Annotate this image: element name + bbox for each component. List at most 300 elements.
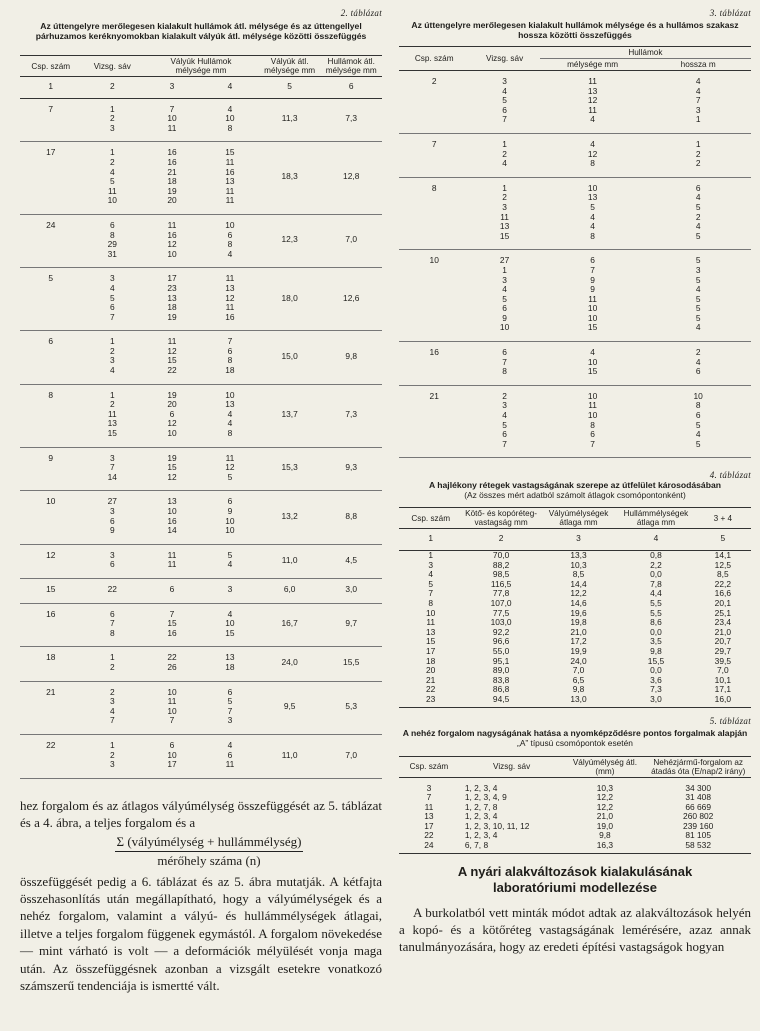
t4-cell: 14,4 <box>570 578 587 589</box>
t3-header-row-1 <box>399 47 751 59</box>
t3-depth-line: 8 <box>590 230 595 241</box>
t5-cell: 260 802 <box>683 811 714 822</box>
t4-cell: 21,0 <box>570 626 587 637</box>
t2-hullam-line: 11 <box>225 156 235 167</box>
table-5 <box>399 756 751 854</box>
t3-sav-line: 3 <box>502 201 507 212</box>
t2-hullam-line: 8 <box>227 122 233 133</box>
t4-header <box>399 508 751 529</box>
t3-length-line: 1 <box>695 138 701 149</box>
t2-avg-valyu: 6,0 <box>259 578 321 603</box>
t2-valyu <box>143 681 201 734</box>
t5-cell: 34 300 <box>685 782 711 793</box>
t3-group-row <box>399 177 751 250</box>
t2-hullam-line: 4 <box>227 418 233 429</box>
t5-row <box>399 841 751 853</box>
t4-cell: 5,5 <box>650 607 662 618</box>
t3-sav-line: 6 <box>502 347 507 358</box>
t3-depth-line: 11 <box>588 293 597 304</box>
t4-cell: 39,5 <box>714 655 731 666</box>
t4-cell: 15,5 <box>647 655 665 666</box>
t3-sav-line: 13 <box>499 221 510 232</box>
formula <box>20 834 382 869</box>
t4-cell: 55,0 <box>492 645 510 656</box>
t3-sav-line: 5 <box>502 419 507 430</box>
t4-cell: 7,0 <box>572 665 585 676</box>
t4-cell: 19,9 <box>570 645 587 656</box>
t2-colnum-row <box>20 77 382 99</box>
t2-avg-valyu: 24,0 <box>259 647 321 681</box>
t3-length-line: 4 <box>695 76 701 86</box>
t4-cell: 7,3 <box>650 684 662 695</box>
t3-depth-line: 13 <box>587 85 598 96</box>
t2-avg-hullam: 5,3 <box>320 681 382 734</box>
t3-length-line: 5 <box>695 274 701 285</box>
t4-header-thickness: Kötő- és kopóréteg-vastagság mm <box>462 508 539 529</box>
t2-group-row <box>20 268 382 331</box>
t2-avg-hullam: 7,0 <box>320 214 382 267</box>
t5-cell: 3 <box>426 782 432 793</box>
t2-hullam-line: 5 <box>227 471 233 482</box>
t2-hullam-line: 12 <box>225 462 235 473</box>
t3-depth-line: 11 <box>588 400 597 411</box>
t2-avg-valyu: 16,7 <box>259 603 321 647</box>
t4-cell: 19,8 <box>570 617 587 628</box>
t2-sav-line: 29 <box>107 239 117 250</box>
t3-length-line: 6 <box>695 410 701 421</box>
t2-hullam <box>201 447 259 491</box>
t2-hullam <box>201 647 259 681</box>
t2-colnum: 4 <box>201 77 259 99</box>
t2-avg-hullam: 7,0 <box>320 734 382 778</box>
t4-cell: 7,8 <box>650 578 662 589</box>
t2-sav-line: 1 <box>109 336 115 347</box>
t2-hullam-line: 10 <box>225 113 235 124</box>
t2-csp: 9 <box>20 447 82 491</box>
t2-valyu <box>143 268 201 331</box>
t3-length-line: 4 <box>695 429 701 440</box>
t2-sav <box>82 331 144 384</box>
t5-cell: 81 105 <box>685 830 711 841</box>
t2-sav <box>82 544 144 578</box>
t2-sav <box>82 603 144 647</box>
t3-header-length: hossza m <box>680 60 716 69</box>
t4-cell: 70,0 <box>492 550 510 560</box>
t2-sav <box>82 681 144 734</box>
t4-cell: 8 <box>428 597 434 608</box>
t4-cell: 12,5 <box>714 559 731 570</box>
t3-sav-line: 5 <box>502 95 507 106</box>
t2-valyu-line: 16 <box>167 627 177 638</box>
t3-length-line: 6 <box>695 182 701 193</box>
t4-cell: 24,0 <box>570 655 587 666</box>
t2-avg-hullam: 12,8 <box>320 142 382 215</box>
t2-sav-line: 5 <box>109 176 115 187</box>
t4-cell: 0,0 <box>650 569 662 580</box>
t2-group-row <box>20 214 382 267</box>
t3-length <box>645 385 751 458</box>
paragraph-1: hez forgalom és az átlagos vályúmélység összefüggését az 5. táblázat és a 4. ábra, a teljes forgalom és a <box>20 797 382 831</box>
t4-header-sum: 3 + 4 <box>695 508 751 529</box>
t2-avg-hullam: 9,7 <box>320 603 382 647</box>
t2-valyu-line: 23 <box>167 282 177 293</box>
t3-depth-line: 4 <box>590 347 595 358</box>
t3-depth-line: 11 <box>588 104 597 115</box>
t3-depth-line: 10 <box>587 410 598 421</box>
t2-sav-line: 22 <box>107 583 117 594</box>
t2-csp: 7 <box>20 98 82 142</box>
t2-sav <box>82 214 144 267</box>
t2-valyu-line: 11 <box>167 696 177 707</box>
t3-sav-line: 6 <box>502 303 507 314</box>
t3-csp: 10 <box>399 250 469 342</box>
t4-cell: 92,2 <box>492 626 510 637</box>
t2-group-row <box>20 544 382 578</box>
t2-sav-line: 10 <box>107 195 117 206</box>
t3-csp: 8 <box>399 177 469 250</box>
t2-valyu-line: 20 <box>167 195 177 206</box>
t3-length-line: 5 <box>695 303 701 314</box>
t2-hullam-line: 10 <box>225 219 235 230</box>
t2-sav-line: 4 <box>109 365 115 376</box>
t3-length-line: 5 <box>695 255 701 266</box>
t3-sav-line: 1 <box>502 264 507 275</box>
t2-csp: 15 <box>20 578 82 603</box>
t2-sav-line: 14 <box>107 471 117 482</box>
t2-csp: 12 <box>20 544 82 578</box>
t2-valyu <box>143 578 201 603</box>
t4-cell: 7 <box>428 588 434 599</box>
t2-hullam-line: 8 <box>227 239 233 250</box>
t3-depth <box>540 71 646 134</box>
t2-header-avg-valyu: Vályúk átl. mélysége mm <box>259 56 321 77</box>
t5-header-csp: Csp. szám <box>399 756 459 777</box>
t2-hullam-line: 10 <box>225 389 235 400</box>
t3-length-line: 3 <box>695 104 701 115</box>
t2-sav-line: 4 <box>109 282 115 293</box>
t2-hullam-line: 11 <box>225 759 235 770</box>
t3-depth-line: 8 <box>590 419 595 430</box>
t2-hullam-line: 8 <box>227 355 233 366</box>
t3-group-row <box>399 385 751 458</box>
t4-cell: 5,5 <box>650 597 662 608</box>
t2-valyu-line: 13 <box>167 496 177 507</box>
t2-csp: 16 <box>20 603 82 647</box>
t5-cell: 9,8 <box>599 830 611 841</box>
t4-cell: 103,0 <box>490 617 512 628</box>
t2-valyu-line: 16 <box>167 147 177 158</box>
t2-sav-line: 9 <box>109 525 115 536</box>
t2-sav-line: 1 <box>109 389 115 400</box>
t2-valyu-line: 21 <box>167 166 177 177</box>
t4-colnum: 2 <box>462 529 539 551</box>
t4-cell: 6,5 <box>572 674 585 685</box>
t2-group-row <box>20 98 382 142</box>
table-2-header <box>20 56 382 77</box>
t3-length-line: 5 <box>695 438 701 449</box>
t3-length <box>645 250 751 342</box>
t3-length-line: 5 <box>695 201 701 212</box>
left-column <box>20 0 382 994</box>
t2-group-row <box>20 491 382 544</box>
t2-sav-line: 7 <box>109 715 115 726</box>
t2-avg-valyu: 18,0 <box>259 268 321 331</box>
t3-depth <box>540 177 646 250</box>
t2-valyu-line: 15 <box>167 618 177 629</box>
t2-csp: 17 <box>20 142 82 215</box>
t4-cell: 77,8 <box>492 588 510 599</box>
t2-hullam-line: 5 <box>227 696 233 707</box>
table-4-subtitle: (Az összes mért adatból számolt átlagok csomópontonként) <box>464 490 686 501</box>
t2-hullam <box>201 681 259 734</box>
t4-cell: 10,3 <box>570 559 587 570</box>
t5-cell: 6, 7, 8 <box>459 841 565 853</box>
t2-sav-line: 4 <box>109 166 115 177</box>
t2-valyu <box>143 544 201 578</box>
t2-sav <box>82 734 144 778</box>
t2-csp: 24 <box>20 214 82 267</box>
table-5-title: A nehéz forgalom nagyságának hatása a nyomképződésre pontos forgalmak alapján <box>402 727 748 738</box>
t3-sav-line: 27 <box>499 255 510 266</box>
t3-sav <box>469 250 539 342</box>
t2-valyu-line: 19 <box>167 185 177 196</box>
t3-length <box>645 177 751 250</box>
t3-length <box>645 133 751 177</box>
t3-sav-line: 15 <box>499 230 510 241</box>
t4-cell: 4 <box>428 569 434 580</box>
t5-cell: 21,0 <box>596 811 614 822</box>
t4-cell: 21,0 <box>714 626 731 637</box>
t2-hullam-line: 13 <box>225 399 235 410</box>
t5-header-sav: Vizsg. sáv <box>459 756 565 777</box>
t4-colnum-row <box>399 529 751 551</box>
t2-hullam-line: 12 <box>225 292 235 303</box>
t3-group-row <box>399 133 751 177</box>
t2-hullam-line: 11 <box>225 452 235 463</box>
t2-valyu-line: 19 <box>167 452 177 463</box>
t3-depth-line: 10 <box>587 356 598 367</box>
t2-colnum: 5 <box>259 77 321 99</box>
t2-valyu-line: 6 <box>169 739 175 750</box>
t5-cell: 1, 2, 3, 4, 9 <box>464 792 507 803</box>
t2-hullam-line: 6 <box>227 496 233 507</box>
t4-cell: 88,2 <box>492 559 510 570</box>
t3-length-line: 5 <box>695 230 701 241</box>
t4-cell: 7,0 <box>717 665 729 676</box>
t2-group-row <box>20 647 382 681</box>
t5-cell: 31 408 <box>685 792 711 803</box>
t2-hullam <box>201 214 259 267</box>
t2-sav-line: 2 <box>109 661 115 672</box>
t3-depth-line: 10 <box>587 312 598 323</box>
t2-sav-line: 3 <box>109 506 115 516</box>
t4-cell: 16,0 <box>695 695 751 707</box>
t4-cell: 0,8 <box>650 550 662 560</box>
t2-valyu <box>143 384 201 447</box>
t3-sav-line: 2 <box>502 148 507 159</box>
t3-sav <box>469 342 539 386</box>
t2-valyu-line: 22 <box>167 365 177 376</box>
t3-sav-line: 4 <box>502 85 507 96</box>
t3-depth-line: 9 <box>590 284 595 295</box>
t4-cell: 17,2 <box>570 636 587 647</box>
t2-valyu-line: 22 <box>167 652 177 663</box>
t3-sav-line: 9 <box>502 312 507 323</box>
t2-valyu-line: 18 <box>167 176 177 187</box>
t5-cell: 12,2 <box>596 792 614 803</box>
t2-sav-line: 6 <box>109 219 115 230</box>
t3-csp: 7 <box>399 133 469 177</box>
t2-avg-hullam: 7,3 <box>320 384 382 447</box>
t3-depth-line: 5 <box>590 201 595 212</box>
t3-sav-line: 7 <box>502 438 507 449</box>
t2-avg-hullam: 7,3 <box>320 98 382 142</box>
t5-cell: 11 <box>424 801 434 812</box>
t2-csp: 8 <box>20 384 82 447</box>
t4-cell: 107,0 <box>490 597 512 608</box>
t3-depth-line: 12 <box>587 95 598 106</box>
t3-header-csp: Csp. szám <box>399 47 469 71</box>
t2-hullam-line: 9 <box>227 506 233 516</box>
t5-cell: 66 669 <box>685 801 711 812</box>
t2-valyu <box>143 98 201 142</box>
t2-csp: 21 <box>20 681 82 734</box>
t2-valyu-line: 13 <box>167 292 177 303</box>
t2-colnum: 6 <box>320 77 382 99</box>
t4-cell: 5 <box>428 578 434 589</box>
t2-sav-line: 2 <box>109 749 115 760</box>
t2-sav-line: 6 <box>109 302 115 313</box>
t3-depth-line: 10 <box>587 303 598 314</box>
t2-valyu-line: 7 <box>169 608 175 619</box>
t2-csp: 18 <box>20 647 82 681</box>
t2-avg-hullam: 4,5 <box>320 544 382 578</box>
t2-valyu <box>143 447 201 491</box>
t4-cell: 8,5 <box>572 569 585 580</box>
t2-hullam <box>201 734 259 778</box>
t2-hullam-line: 11 <box>225 195 235 206</box>
t4-cell: 20,7 <box>714 636 731 647</box>
t3-length-line: 4 <box>695 192 701 203</box>
table-2 <box>20 55 382 779</box>
t2-valyu-line: 7 <box>169 715 175 726</box>
t2-valyu <box>143 647 201 681</box>
t5-cell: 13 <box>424 811 434 822</box>
t3-csp: 21 <box>399 385 469 458</box>
t2-group-row <box>20 603 382 647</box>
t2-hullam-line: 5 <box>227 549 233 560</box>
t3-depth-line: 7 <box>590 438 595 449</box>
t2-hullam-line: 10 <box>225 525 235 536</box>
t3-sav <box>469 385 539 458</box>
t3-header-group: Hullámok <box>540 47 751 59</box>
t2-valyu-line: 17 <box>167 759 177 770</box>
t4-cell: 17,1 <box>714 684 731 695</box>
t3-length <box>645 342 751 386</box>
t4-cell: 116,5 <box>490 578 512 589</box>
t2-avg-valyu: 15,0 <box>259 331 321 384</box>
t2-avg-valyu: 13,2 <box>259 491 321 544</box>
t2-group-row <box>20 384 382 447</box>
t5-cell: 1, 2, 7, 8 <box>464 801 498 812</box>
t3-depth-line: 10 <box>587 390 598 401</box>
t5-header-traffic: Nehézjármű-forgalom az átadás óta (E/nap/2 irány) <box>645 756 751 777</box>
t2-sav <box>82 142 144 215</box>
t5-cell: 7 <box>426 792 432 803</box>
t2-valyu-line: 12 <box>167 418 177 429</box>
t3-length-line: 4 <box>695 85 701 96</box>
t2-avg-hullam: 9,3 <box>320 447 382 491</box>
t2-sav-line: 1 <box>109 739 115 750</box>
t2-valyu-line: 12 <box>167 345 177 356</box>
t3-depth-line: 4 <box>590 211 595 222</box>
t4-cell: 8,5 <box>717 569 729 580</box>
t2-hullam <box>201 384 259 447</box>
t2-hullam <box>201 331 259 384</box>
t2-header-avg-hullam: Hullámok átl. mélysége mm <box>320 56 382 77</box>
left-body-text <box>20 797 382 995</box>
right-column <box>399 0 751 956</box>
t2-hullam-line: 3 <box>227 715 233 726</box>
t5-cell: 10,3 <box>596 782 614 793</box>
t2-hullam-line: 13 <box>225 176 235 187</box>
t3-sav <box>469 133 539 177</box>
t2-sav <box>82 578 144 603</box>
t3-sav-line: 5 <box>502 293 507 304</box>
section-heading <box>399 864 751 896</box>
t2-avg-valyu: 13,7 <box>259 384 321 447</box>
t3-depth <box>540 342 646 386</box>
t5-cell: 239 160 <box>683 820 714 831</box>
t4-cell: 22,2 <box>714 578 731 589</box>
t3-length-line: 5 <box>695 419 701 430</box>
t4-cell: 86,8 <box>492 684 510 695</box>
t3-length-line: 1 <box>695 114 701 125</box>
t2-sav-line: 27 <box>107 496 117 507</box>
t2-hullam-line: 8 <box>227 428 233 439</box>
t3-sav-line: 6 <box>502 104 507 115</box>
t2-avg-hullam: 3,0 <box>320 578 382 603</box>
t2-sav-line: 3 <box>109 696 115 707</box>
section-heading-line-2: laboratóriumi modellezése <box>493 879 657 895</box>
t4-cell: 94,5 <box>462 695 539 707</box>
t2-valyu-line: 16 <box>167 515 177 526</box>
t2-hullam-line: 13 <box>225 652 235 663</box>
t2-sav-line: 11 <box>107 185 117 196</box>
t2-hullam-line: 11 <box>225 185 235 196</box>
t2-avg-valyu: 11,3 <box>259 98 321 142</box>
t3-group-row <box>399 250 751 342</box>
t2-valyu <box>143 331 201 384</box>
t2-csp: 22 <box>20 734 82 778</box>
t3-sav <box>469 177 539 250</box>
t2-hullam <box>201 544 259 578</box>
t3-length-line: 4 <box>695 221 701 232</box>
t2-sav-line: 11 <box>107 408 117 419</box>
t5-cell: 22 <box>424 830 434 841</box>
t2-sav-line: 7 <box>109 311 115 322</box>
t2-sav-line: 6 <box>109 559 115 570</box>
t3-depth-line: 4 <box>590 221 595 232</box>
t2-hullam-line: 18 <box>225 661 235 672</box>
t3-depth-line: 6 <box>590 255 595 266</box>
t2-csp: 10 <box>20 491 82 544</box>
t3-sav-line: 3 <box>502 400 507 411</box>
t2-sav-line: 6 <box>109 608 115 619</box>
t4-header-valyu: Vályúmélységek átlaga mm <box>540 508 617 529</box>
t2-hullam-line: 16 <box>225 166 235 177</box>
t2-hullam-line: 15 <box>225 627 235 638</box>
